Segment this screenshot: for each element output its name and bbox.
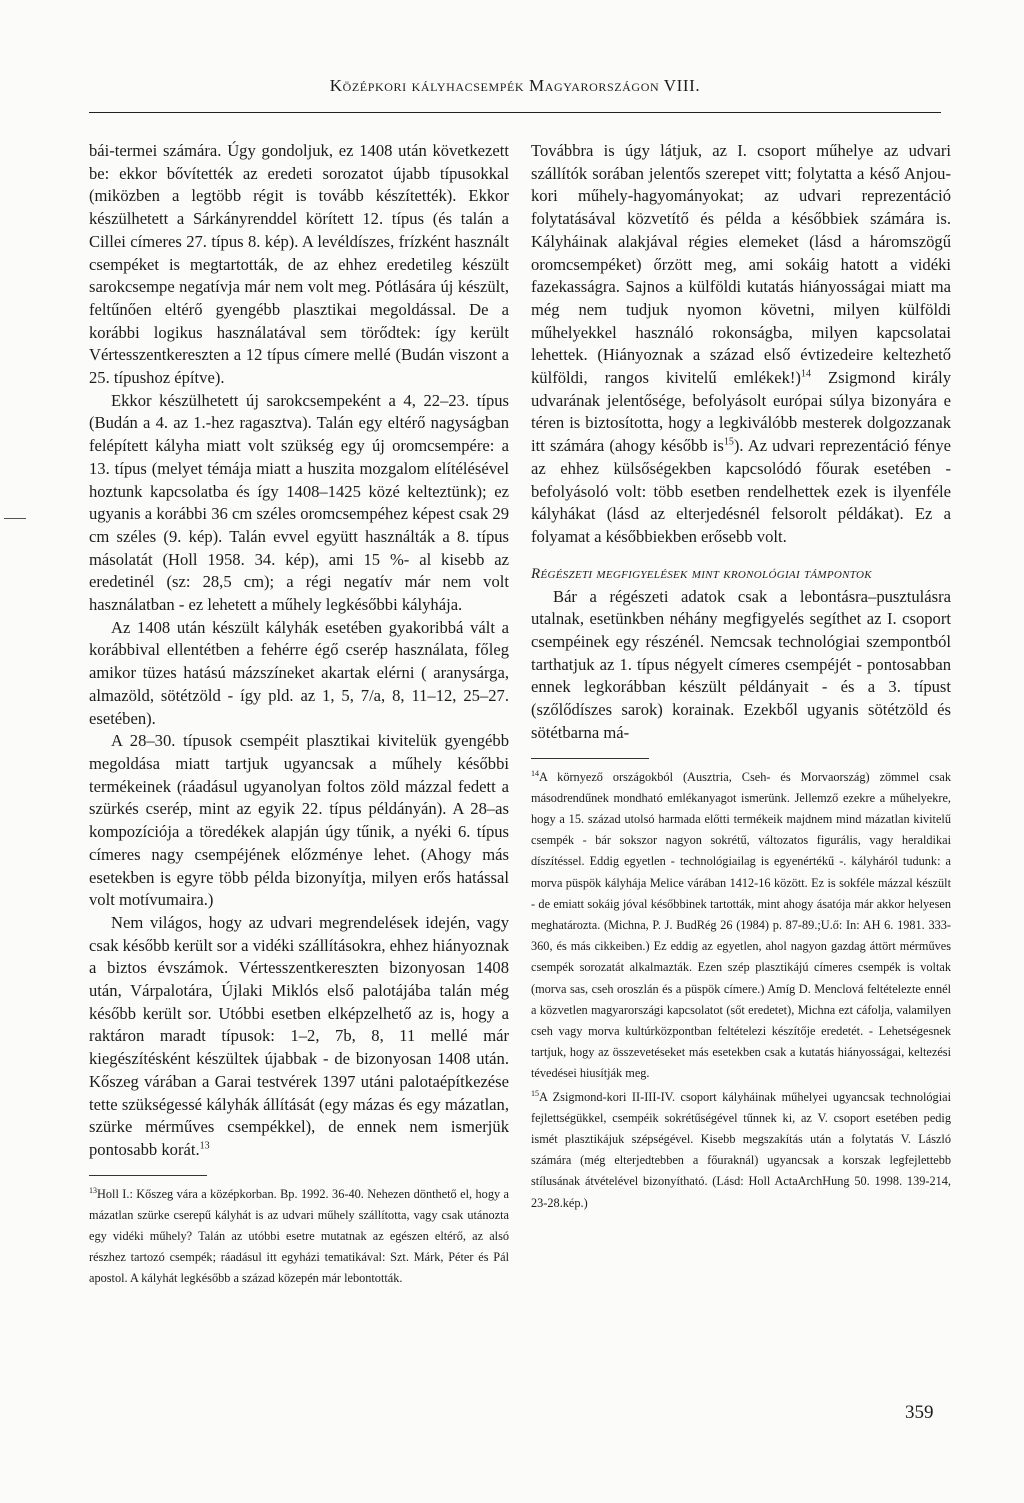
left-paragraph-4: A 28–30. típusok csempéit plasztikai kivitelük gyengébb megoldása miatt tartjuk ugyancsak a műhely későbbi termékeinek (ráadásul ugyanolyan foltos zöld mázzal fedett a szürkés cserép, mint az egyik 22. típus példányán). A 28–as kompozíciója a töredékek alapján úgy tűnik, a nyéki 6. típus címeres nagy csempéjének előzménye lehet. (Ahogy más esetekben is egyre több példa bizonyítja, milyen erős hatással volt motívumaira.): [89, 731, 509, 910]
left-body-text: [89, 140, 509, 1162]
right-column: [531, 140, 951, 1214]
left-paragraph-5-text: Nem világos, hogy az udvari megrendelések idején, vagy csak később került sor a vidéki szállításokra, ehhez hiányoznak a biztos évszámok. Vértesszentkereszten bizonyosan 1408 után, Várpalotára, Újlaki Miklós első palotájába talán még később került sor. Utóbbi esetben elképzelhető az is, hogy a raktáron maradt típusok: 1–2, 7b, 8, 11 mellé már kiegészítésként készültek újabbak - de bizonyosan 1408 után. Kőszeg várában a Garai testvérek 1397 utáni palotaépítkezése tette szükségessé kályhák állítását (egy mázas és egy mázatlan, szürke mérműves csempékkel), de ennek nem ismerjük pontosabb korát.: [89, 912, 509, 1159]
right-paragraph-1-part-2: Zsigmond király udvarának jelentősége, befolyásolt európai súlya bizonyára e téren is biztosította, hogy a legkiválóbb mesterek dolgozzanak itt számára (ahogy később is: [531, 368, 951, 456]
left-paragraph-5: [89, 912, 509, 1162]
footnote-13-number: 13: [89, 1185, 97, 1195]
left-footnotes: [89, 1184, 509, 1290]
left-paragraph-2: Ekkor készülhetett új sarokcsempeként a 4, 22–23. típus (Budán a 4. az 1.-hez ragasztva). Talán egy eltérő nagyságban felépített kályha miatt volt szükség egy új oromcsempére: a 13. típus (melyet témája miatt a huszita mozgalom elítélésével hoztunk kapcsolatba és így 1408–1425 közé kelteztünk); ez ugyanis a korábbi 36 cm széles oromcsempéhez képest csak 29 cm széles (9. kép). Talán evvel együtt használták a 8. típus másolatát (Holl 1958. 34. kép), ami 15 %- al kisebb az eredetinél (sz: 28,5 cm); a régi negatív már nem volt használatban - ez lehetett a műhely legkésőbbi kályhája.: [89, 390, 509, 615]
left-column: [89, 140, 509, 1290]
section-heading: Régészeti megfigyelések mint kronológiai támpontok: [531, 565, 872, 582]
margin-mark: [4, 518, 26, 519]
right-paragraph-1-part-1: Továbbra is úgy látjuk, az I. csoport műhelye az udvari szállítók sorában jelentős szerepet vitt; folytatta a késő Anjou-kori műhely-hagyományokat; az udvari reprezentáció folytatásával közvetítő és példa a későbbiek számára is. Kályháinak alakjával régies elemeket (lásd a háromszögű oromcsempéket) őrzött meg, ami sokáig hatott a vidéki fazekasságra. Sajnos a külföldi kutatás hiányosságai miatt ma még nem tudjuk nyomon követni, milyen külföldi műhelyekkel használó rokonságba, milyen kapcsolatai lehettek. (Hiányoznak a század első évtizedeire keltezhető külföldi, rangos kivitelű emlékek!): [531, 141, 951, 388]
right-paragraph-1: [531, 140, 951, 549]
footnote-ref-15[interactable]: 15: [723, 436, 734, 448]
running-header: Középkori kályhacsempék Magyarországon VIII.: [329, 76, 701, 95]
footnote-15: [531, 1087, 951, 1214]
right-paragraph-2: Bár a régészeti adatok csak a lebontásra–pusztulásra utalnak, esetünkben néhány megfigyelés segíthet az I. csoport csempéinek egy részénél. Nemcsak technológiai szempontból tarthatjuk az 1. típus négyelt címeres csempéjét - pontosabban ennek legkorábban készült példányait - és a 3. típust (szőlődíszes sarok) korainak. Ezekből ugyanis sötétzöld és sötétbarna má-: [531, 586, 951, 742]
footnote-14-text: A környező országokból (Ausztria, Cseh- és Morvaország) zömmel csak másodrendűnek mondható emlékanyagot ismerünk. Jellemző ezekre a műhelyekre, hogy a 15. század utolsó harmada előtti termékeik majdnem mind mázatlan kivitelű csempék - bár sokszor nagyon sokrétű, változatos figurális, vagy heraldikai díszítéssel. Eddig egyetlen - technológiailag is egyenértékű -. kályháról tudunk: a morva püspök kályhája Melice várában 1412-16 között. Ez is sokféle mázzal készült - de emiatt sokáig jóval későbbinek tartották, mint ahogy ásatója már akkor helyesen meghatározta. (Michna, P. J. BudRég 26 (1984) p. 87-89.;U.ő: In: AH 6. 1981. 333-360, és más cikkeiben.) Ez eddig az egyetlen, ahol nagyon gazdag áttört mérműves csempék sorozatát alkalmazták. Ezen szép plasztikájú címeres csempék is voltak (morva sas, cseh oroszlán és a püspök címere.) Amíg D. Menclová feltételezte ennél a közvetlen magyarországi kapcsolatot (sőt eredetet), Michna ezt cáfolja, valamilyen cseh vagy morva kultúrközpontban feltételezi készítője eredetét. - Lehetségesnek tartjuk, hogy az összevetéseket más esetekben csak a kutatás hiányosságai, keltezési tévedései hiusítják meg.: [531, 769, 951, 1081]
footnote-14: [531, 767, 951, 1085]
footnote-15-text: A Zsigmond-kori II-III-IV. csoport kályháinak műhelyei ugyancsak technológiai fejlettségükkel, csempéik sokrétűségével tűnnek ki, az V. csoport esetében pedig ismét plasztikájuk szépségével. Kisebb megszakítás után a folytatás V. László számára (még elterjedtebben a főuraknál) ugyancsak a korszak legfejlettebb stílusának átvételével bizonyítható. (Lásd: Holl ActaArchHung 50. 1998. 139-214, 23-28.kép.): [531, 1089, 951, 1210]
footnote-15-number: 15: [531, 1088, 539, 1098]
right-paragraph-1-part-3: ). Az udvari reprezentáció fénye az ehhez külsőségekben kapcsolódó főurak esetében - befolyásoló volt: több esetben rendelhettek ezek is ilyenféle kályhákat (lásd az elterjedésnél felsorolt példákat). Ez a folyamat a későbbiekben erősebb volt.: [531, 436, 952, 546]
header-rule: [89, 112, 941, 113]
footnote-ref-13[interactable]: 13: [199, 1140, 210, 1152]
page-number: 359: [905, 1402, 934, 1423]
left-paragraph-1: bái-termei számára. Úgy gondoljuk, ez 1408 után következett be: ekkor bővítették az eredeti sorozatot újabb típusokkal (miközben a legtöbb régit is tovább készítették). Ekkor készülhetett a Sárkányrenddel körített 12. típus (és talán a Cillei címeres 27. típus 8. kép). A levéldíszes, frízként használt csempéket is megtartották, de az ehhez eredetileg készült sarokcsempe negatívja már nem volt meg. Pótlására új készült, feltűnően eltérő gyengébb plasztikai megoldással. De a korábbi logikus használatával sem törődtek: így került Vértesszentkereszten a 12 típus címere mellé (Budán viszont a 25. típushoz építve).: [89, 141, 509, 388]
footnote-13: [89, 1184, 509, 1290]
right-footnotes: [531, 767, 951, 1214]
footnote-rule-right: [531, 758, 649, 759]
footnote-14-number: 14: [531, 768, 539, 778]
left-paragraph-3: Az 1408 után készült kályhák esetében gyakoribbá vált a korábbival ellentétben a fehérre égő cserép használata, főleg amikor tüzes hatású mázszíneket akartak elérni ( aranysárga, almazöld, sötétzöld - így pld. az 1, 5, 7/a, 8, 11–12, 25–27. esetében).: [89, 617, 509, 728]
footnote-ref-14[interactable]: 14: [800, 368, 811, 380]
footnote-13-text: Holl I.: Kőszeg vára a középkorban. Bp. 1992. 36-40. Nehezen dönthető el, hogy a mázatlan szürke cserepű kályhát is az udvari műhely szállította, vagy csak utánozta egy vidéki műhely? Talán az utóbbi esetre mutatnak az egészen eltérő, az alsó részhez tartozó csempék; ráadásul itt egyházi tematikával: Szt. Márk, Péter és Pál apostol. A kályhát legkésőbb a század közepén már lebontották.: [89, 1186, 509, 1286]
right-body-text: [531, 140, 951, 745]
footnote-rule-left: [89, 1175, 207, 1176]
